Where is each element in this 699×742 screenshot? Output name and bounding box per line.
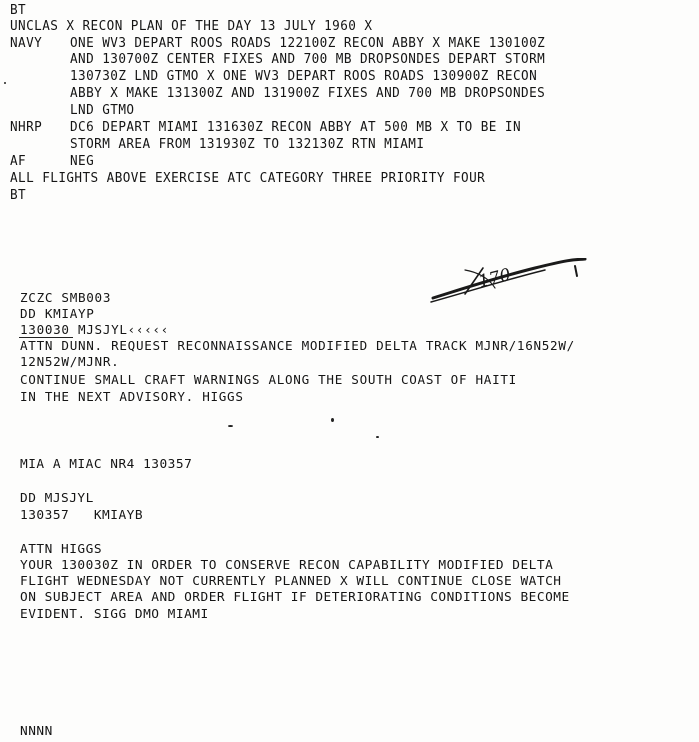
- navy-line: ABBY X MAKE 131300Z AND 131900Z FIXES AND 700 MB DROPSONDES: [70, 86, 546, 101]
- body-line: FLIGHT WEDNESDAY NOT CURRENTLY PLANNED X WILL CONTINUE CLOSE WATCH: [20, 574, 562, 589]
- navy-line: AND 130700Z CENTER FIXES AND 700 MB DROPSONDES DEPART STORM: [70, 52, 546, 67]
- body-line: ATTN HIGGS: [20, 542, 103, 557]
- ink-speck: [376, 436, 379, 438]
- agency-label-af: AF: [10, 154, 27, 169]
- message-footer: BT: [10, 188, 27, 203]
- end-marker: NNNN: [20, 724, 53, 739]
- body-line: YOUR 130030Z IN ORDER TO CONSERVE RECON CAPABILITY MODIFIED DELTA: [20, 558, 554, 573]
- address-line: 130357 KMIAYB: [20, 508, 144, 523]
- navy-line: LND GTMO: [70, 103, 135, 118]
- routing-line: MIA A MIAC NR4 130357: [20, 457, 193, 472]
- address-line: DD MJSJYL: [20, 491, 94, 506]
- agency-label-nhrp: NHRP: [10, 120, 43, 135]
- message-line: ZCZC SMB003: [20, 290, 112, 305]
- message-line: CONTINUE SMALL CRAFT WARNINGS ALONG THE SOUTH COAST OF HAITI: [20, 372, 517, 387]
- handwritten-scribble: [425, 258, 615, 308]
- body-line: ON SUBJECT AREA AND ORDER FLIGHT IF DETERIORATING CONDITIONS BECOME: [20, 590, 570, 605]
- ink-speck: [331, 418, 334, 422]
- message-line: IN THE NEXT ADVISORY. HIGGS: [20, 389, 244, 404]
- af-line: NEG: [70, 154, 95, 169]
- body-line: EVIDENT. SIGG DMO MIAMI: [20, 607, 209, 622]
- nhrp-line: STORM AREA FROM 131930Z TO 132130Z RTN MIAMI: [70, 137, 425, 152]
- nhrp-line: DC6 DEPART MIAMI 131630Z RECON ABBY AT 500 MB X TO BE IN: [70, 120, 522, 135]
- ink-speck: [4, 82, 6, 84]
- message-line: DD KMIAYP: [20, 306, 95, 321]
- handwritten-note-text: 170: [476, 264, 513, 293]
- closing-line: ALL FLIGHTS ABOVE EXERCISE ATC CATEGORY THREE PRIORITY FOUR: [10, 171, 486, 186]
- message-line: ATTN DUNN. REQUEST RECONNAISSANCE MODIFIED DELTA TRACK MJNR/16N52W/: [20, 338, 575, 353]
- navy-line: ONE WV3 DEPART ROOS ROADS 122100Z RECON ABBY X MAKE 130100Z: [70, 36, 546, 51]
- message-subject: UNCLAS X RECON PLAN OF THE DAY 13 JULY 1960 X: [10, 19, 373, 34]
- message-line: 130030 MJSJYL‹‹‹‹‹: [20, 322, 170, 337]
- agency-label-navy: NAVY: [10, 36, 43, 51]
- message-line: 12N52W/MJNR.: [20, 354, 120, 369]
- message-header: BT: [10, 3, 27, 18]
- ink-speck: [228, 425, 233, 427]
- navy-line: 130730Z LND GTMO X ONE WV3 DEPART ROOS ROADS 130900Z RECON: [70, 69, 538, 84]
